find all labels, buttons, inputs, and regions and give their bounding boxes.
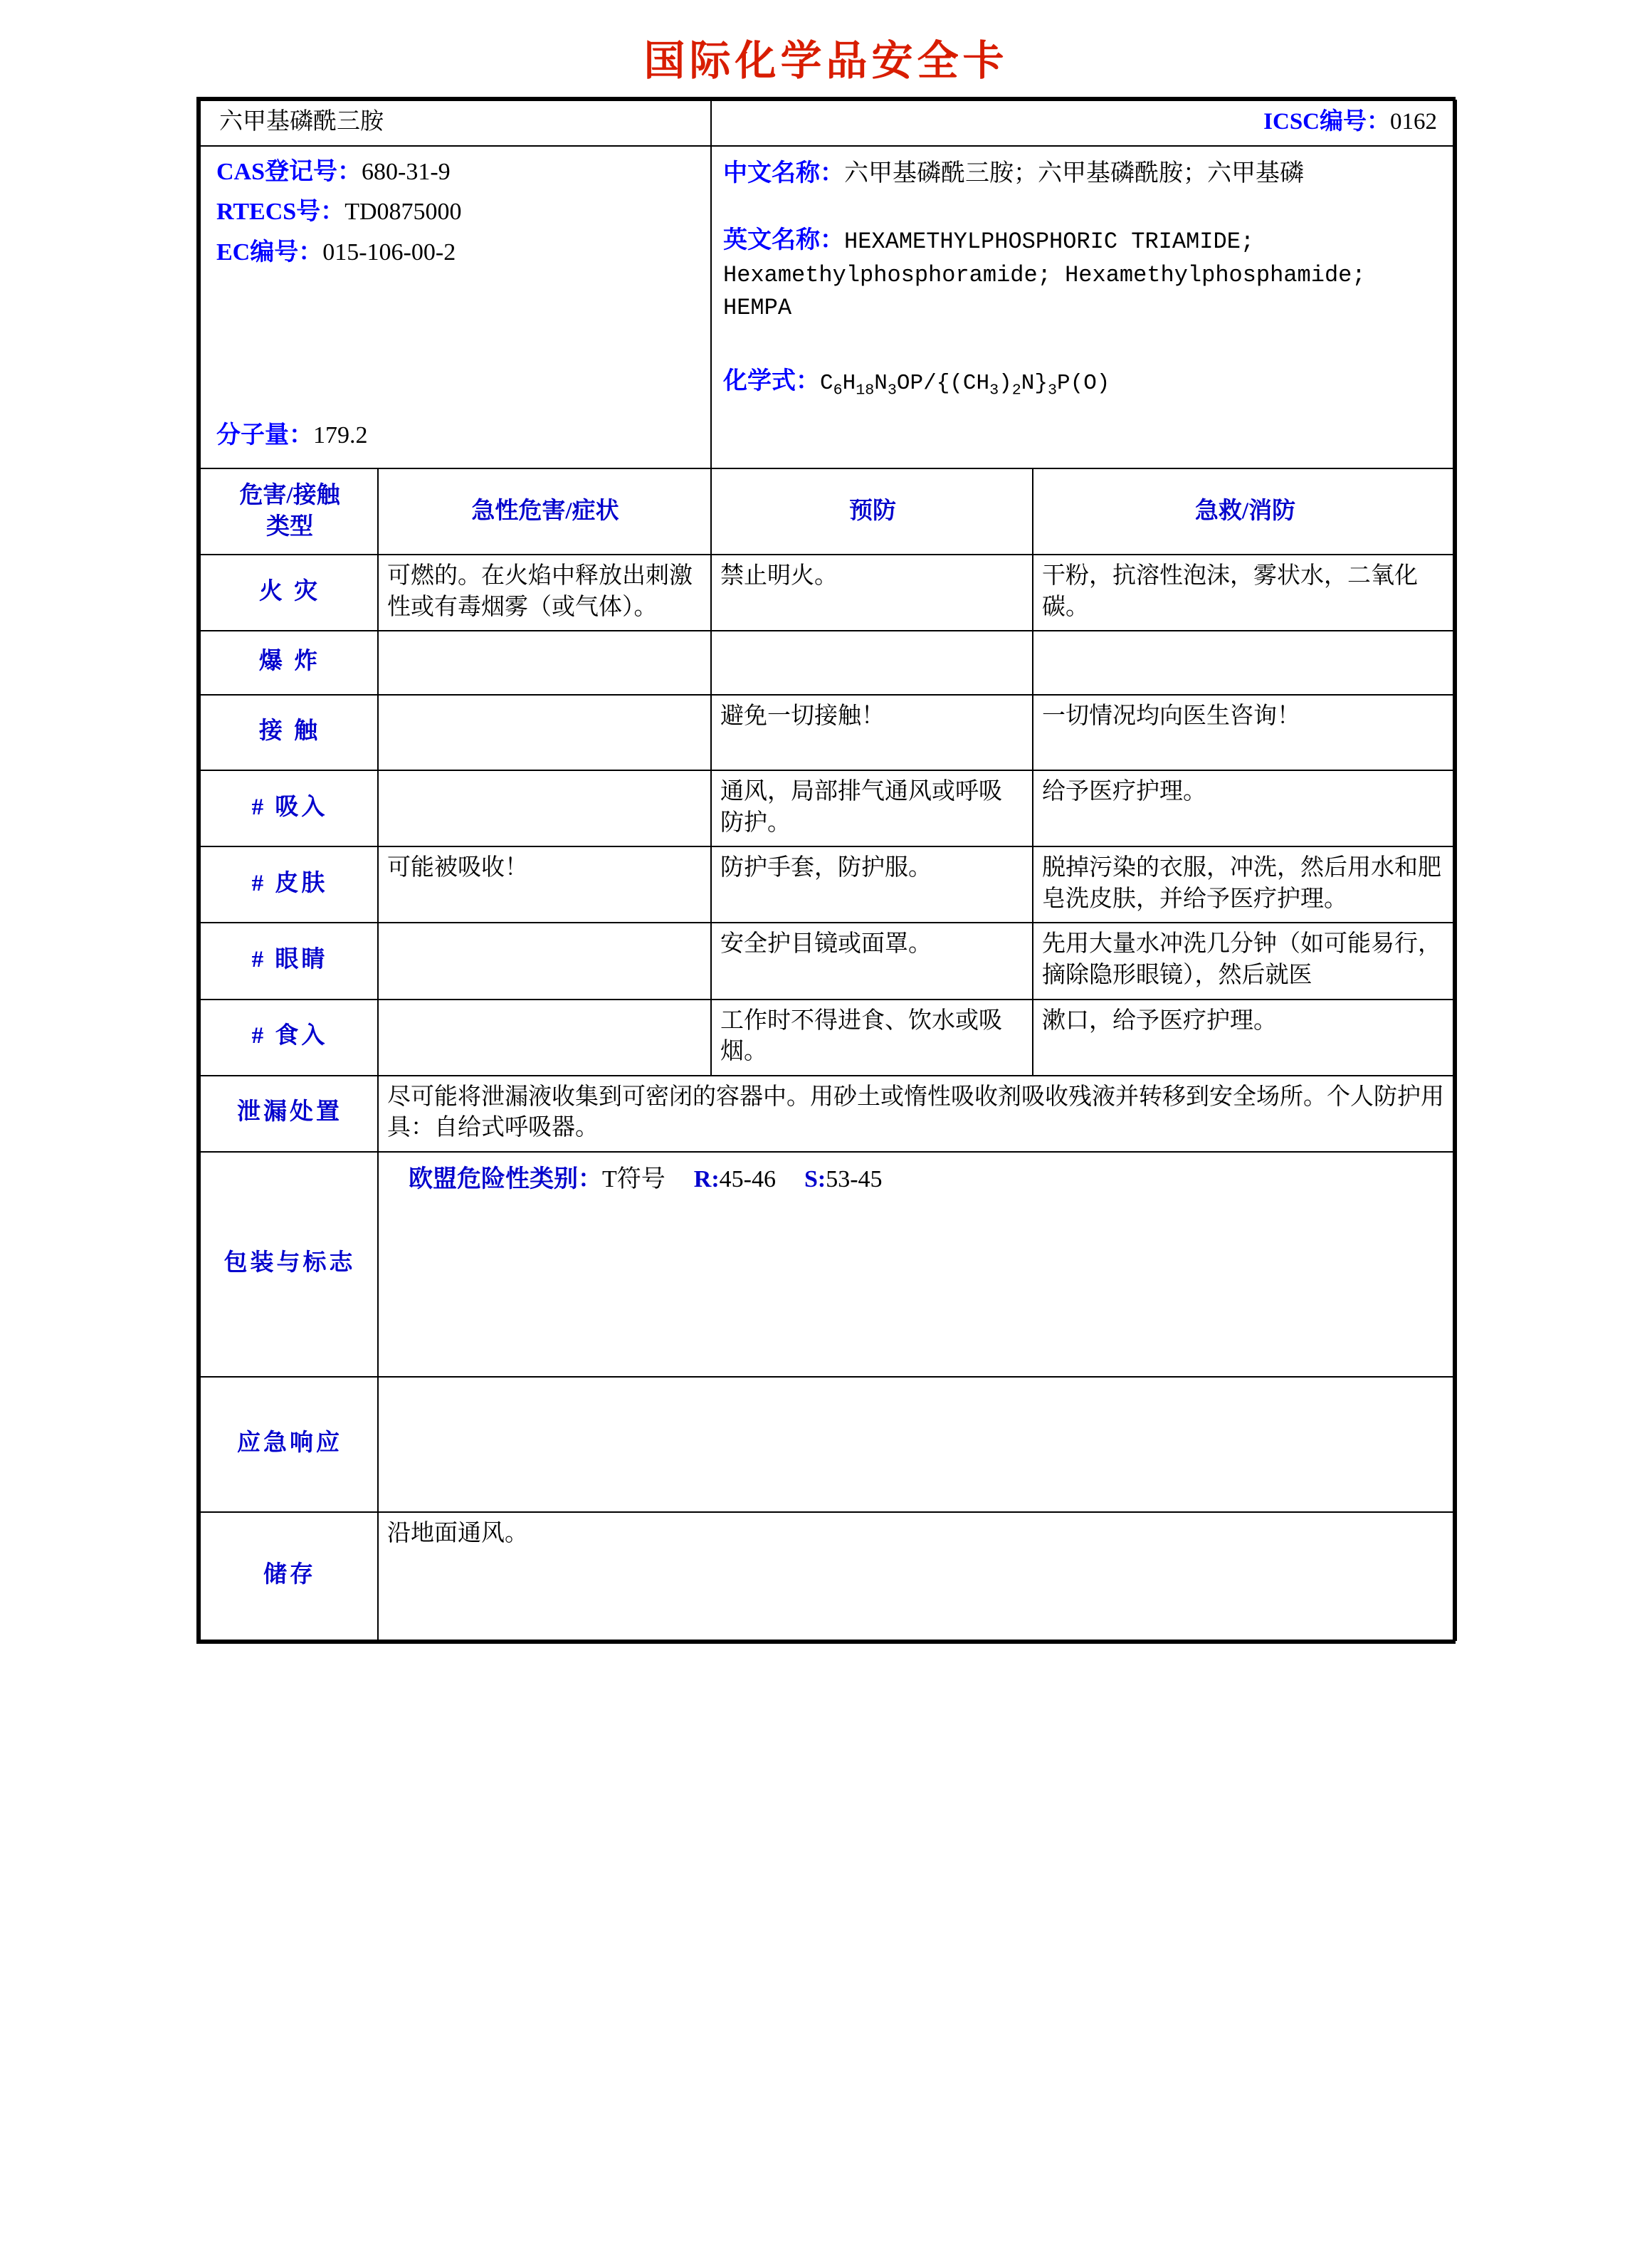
r-label: R: (693, 1165, 720, 1192)
eyes-symptoms (378, 923, 711, 999)
table-row-eyes (200, 923, 1456, 999)
r-value: 45-46 (719, 1165, 776, 1192)
identifier-block (200, 146, 711, 469)
col-header-prevention: 预防 (711, 468, 1033, 555)
eu-classification-label: 欧盟危险性类别： (409, 1165, 602, 1192)
rtecs-line (216, 196, 703, 229)
english-name-value: HEXAMETHYLPHOSPHORIC TRIAMIDE; Hexamethylphosphoramide; Hexamethylphosphamide; HEMPA (723, 229, 1366, 321)
inhalation-first-aid: 给予医疗护理。 (1033, 770, 1456, 846)
emergency-text (378, 1377, 1456, 1512)
icsc-number-cell (711, 100, 1456, 146)
chinese-name-label: 中文名称： (723, 159, 844, 187)
chinese-name-line (723, 157, 1444, 191)
header-row (200, 100, 1456, 146)
packaging-content (378, 1152, 1456, 1377)
ingestion-prevention: 工作时不得进食、饮水或吸烟。 (711, 1000, 1033, 1076)
chinese-name-value: 六甲基磷酰三胺；六甲基磷酰胺；六甲基磷 (844, 159, 1304, 187)
cas-value: 680-31-9 (362, 158, 451, 185)
s-phrases (804, 1166, 883, 1192)
explosion-first-aid (1033, 631, 1456, 695)
row-label-storage: 储存 (200, 1512, 378, 1640)
table-row-explosion (200, 631, 1456, 695)
row-label-skin: # 皮肤 (200, 846, 378, 923)
col-header-hazard-type-line2: 类型 (266, 513, 313, 540)
eyes-first-aid: 先用大量水冲洗几分钟（如可能易行，摘除隐形眼镜），然后就医 (1033, 923, 1456, 999)
inhalation-prevention: 通风，局部排气通风或呼吸防护。 (711, 770, 1033, 846)
exposure-prevention: 避免一切接触！ (711, 695, 1033, 770)
formula-label: 化学式： (723, 368, 820, 395)
ec-label: EC编号： (216, 239, 323, 266)
table-row-storage (200, 1512, 1456, 1640)
exposure-first-aid: 一切情况均向医生咨询！ (1033, 695, 1456, 770)
table-row-packaging (200, 1152, 1456, 1377)
mw-line (216, 420, 703, 452)
spill-text: 尽可能将泄漏液收集到可密闭的容器中。用砂土或惰性吸收剂吸收残液并转移到安全场所。个人防护用具：自给式呼吸器。 (378, 1076, 1456, 1152)
rtecs-value: TD0875000 (344, 199, 462, 226)
document-title: 国际化学品安全卡 (643, 38, 1009, 84)
icsc-table (199, 100, 1457, 1641)
exposure-symptoms (378, 695, 711, 770)
s-label: S: (804, 1165, 826, 1192)
row-label-exposure: 接 触 (200, 695, 378, 770)
col-header-first-aid: 急救/消防 (1033, 468, 1456, 555)
english-name-label: 英文名称： (723, 227, 844, 254)
skin-symptoms: 可能被吸收！ (378, 846, 711, 923)
row-label-ingestion: # 食入 (200, 1000, 378, 1076)
mw-value: 179.2 (313, 422, 368, 449)
names-block (711, 146, 1456, 469)
row-label-spill: 泄漏处置 (200, 1076, 378, 1152)
col-header-symptoms: 急性危害/症状 (378, 468, 711, 555)
eu-classification-value: T符号 (602, 1165, 665, 1192)
skin-prevention: 防护手套，防护服。 (711, 846, 1033, 923)
col-header-hazard-type (200, 468, 378, 555)
eyes-prevention: 安全护目镜或面罩。 (711, 923, 1033, 999)
table-row-fire (200, 555, 1456, 631)
inhalation-symptoms (378, 770, 711, 846)
table-row-exposure (200, 695, 1456, 770)
row-label-packaging: 包装与标志 (200, 1152, 378, 1377)
mw-label: 分子量： (216, 422, 313, 449)
row-label-inhalation: # 吸入 (200, 770, 378, 846)
substance-name: 六甲基磷酰三胺 (200, 100, 711, 146)
column-header-row (200, 468, 1456, 555)
table-row-ingestion (200, 1000, 1456, 1076)
row-label-emergency: 应急响应 (200, 1377, 378, 1512)
table-row-skin (200, 846, 1456, 923)
icsc-label: ICSC编号： (1263, 109, 1391, 135)
formula-value: $C_6H_{18}N_3OP/\{(CH_3)_2N\}_3P(O)$ (820, 371, 1110, 399)
fire-prevention: 禁止明火。 (711, 555, 1033, 631)
icsc-card (196, 97, 1456, 1644)
ec-value: 015-106-00-2 (322, 239, 456, 266)
fire-first-aid: 干粉，抗溶性泡沫，雾状水，二氧化碳。 (1033, 555, 1456, 631)
table-row-inhalation (200, 770, 1456, 846)
table-row-spill (200, 1076, 1456, 1152)
cas-label: CAS登记号： (216, 158, 362, 185)
explosion-symptoms (378, 631, 711, 695)
storage-text: 沿地面通风。 (378, 1512, 1456, 1640)
row-label-fire: 火 灾 (200, 555, 378, 631)
row-label-explosion: 爆 炸 (200, 631, 378, 695)
explosion-prevention (711, 631, 1033, 695)
english-name-line (723, 223, 1444, 325)
identifier-row (200, 146, 1456, 469)
icsc-number: 0162 (1390, 109, 1438, 135)
fire-symptoms: 可燃的。在火焰中释放出刺激性或有毒烟雾（或气体）。 (378, 555, 711, 631)
formula-line (723, 366, 1444, 401)
ec-line (216, 237, 703, 269)
r-phrases (694, 1166, 776, 1192)
row-label-eyes: # 眼睛 (200, 923, 378, 999)
ingestion-first-aid: 漱口，给予医疗护理。 (1033, 1000, 1456, 1076)
col-header-hazard-type-line1: 危害/接触 (239, 483, 340, 509)
cas-line (216, 157, 703, 189)
eu-classification-line (387, 1158, 1448, 1196)
s-value: 53-45 (826, 1165, 883, 1192)
table-row-emergency (200, 1377, 1456, 1512)
ingestion-symptoms (378, 1000, 711, 1076)
skin-first-aid: 脱掉污染的衣服，冲洗，然后用水和肥皂洗皮肤，并给予医疗护理。 (1033, 846, 1456, 923)
rtecs-label: RTECS号： (216, 199, 345, 226)
